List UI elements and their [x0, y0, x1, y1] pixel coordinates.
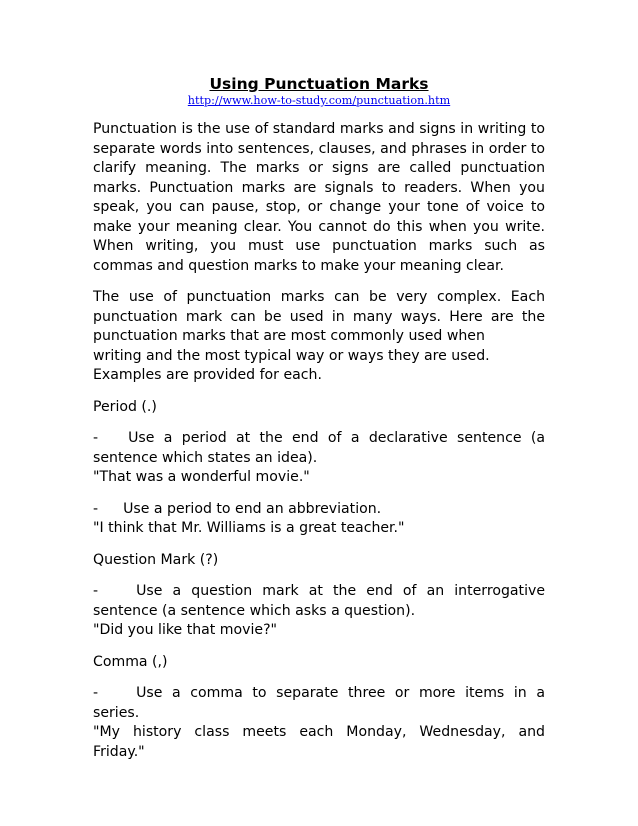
rule-first-line [93, 684, 545, 704]
rule-text: Use a period to end an abbreviation. [123, 500, 382, 517]
rule-continuation: series. [93, 704, 140, 721]
section-heading-question-mark: Question Mark (?) [93, 551, 219, 568]
page-title: Using Punctuation Marks [209, 75, 429, 93]
rule-continuation: sentence (a sentence which asks a question). [93, 602, 416, 619]
second-paragraph-line: writing and the most typical way or ways they are used. [93, 347, 490, 364]
rule-text: Use a comma to separate three or more items in a [136, 685, 545, 701]
second-paragraph-line: Examples are provided for each. [93, 367, 322, 383]
rule-first-line [93, 582, 545, 602]
rule-item [93, 429, 545, 488]
rule-item [93, 582, 545, 641]
rule-item [93, 684, 545, 762]
rule-example: "I think that Mr. Williams is a great teacher." [93, 520, 405, 536]
second-paragraph-text: The use of punctuation marks can be very complex. Each punctuation mark can be used in many ways. Here are the punctuation marks that are most commonly used when [93, 289, 545, 344]
source-link[interactable]: http://www.how-to-study.com/punctuation.htm [187, 94, 451, 107]
dash-marker: - [93, 583, 99, 599]
rule-first-line [93, 429, 545, 449]
second-paragraph [93, 288, 545, 386]
rule-example: "Did you like that movie?" [93, 622, 278, 638]
section-heading-comma: Comma (,) [93, 653, 168, 670]
intro-paragraph: Punctuation is the use of standard marks and signs in writing to separate words into sentences, clauses, and phrases in order to clarify meaning. The marks or signs are called punctuation marks. Punctuation marks are signals to readers. When you speak, you can pause, stop, or change your tone of voice to make your meaning clear. You cannot do this when you write. When writing, you must use punctuation marks such as commas and question marks to make your meaning clear. [93, 121, 545, 274]
document-page [93, 74, 545, 762]
dash-marker: - [93, 430, 99, 446]
rule-text: Use a question mark at the end of an interrogative [136, 583, 545, 599]
rule-example: "That was a wonderful movie." [93, 469, 310, 485]
section-heading-period: Period (.) [93, 398, 157, 415]
rule-item [93, 500, 545, 539]
dash-marker: - [93, 500, 99, 517]
dash-marker: - [93, 685, 99, 701]
rule-example: "My history class meets each Monday, Wednesday, and [93, 724, 545, 740]
rule-example: Friday." [93, 743, 145, 760]
rule-first-line [93, 500, 545, 520]
rule-text: Use a period at the end of a declarative sentence (a [128, 430, 545, 446]
rule-continuation: sentence which states an idea). [93, 449, 318, 466]
